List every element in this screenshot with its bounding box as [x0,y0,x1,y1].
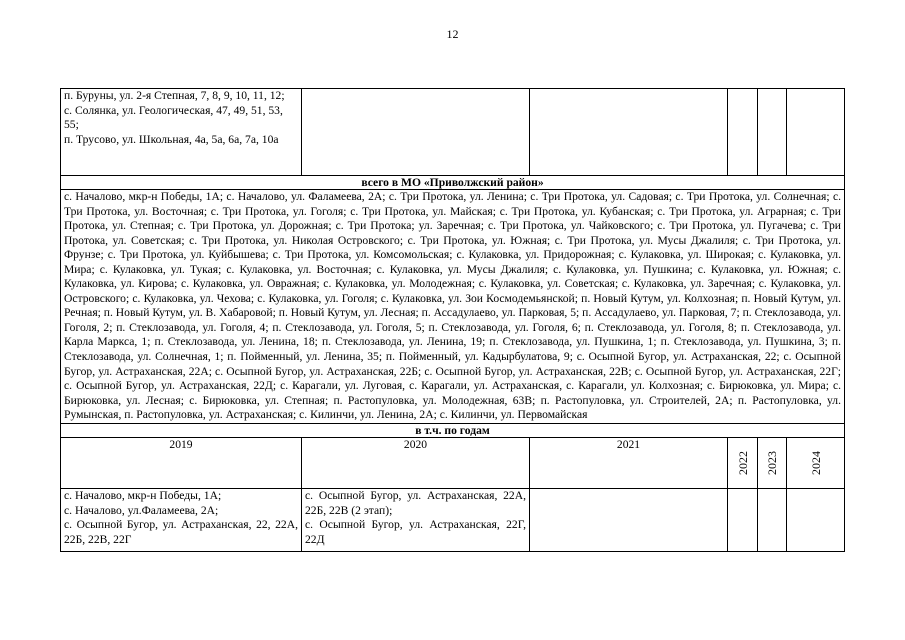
year-2023-cell [758,437,787,488]
year-2019: 2019 [61,437,302,488]
empty-cell-2023 [758,89,787,176]
empty-cell-2021 [530,89,728,176]
continued-address-cell [61,89,302,176]
total-addresses-text: с. Началово, мкр-н Победы, 1А; с. Началово, ул. Фаламеева, 2А; с. Три Протока, ул. Ленина; с. Три Протока, ул. Садовая; с. Три Протока, ул. Солнечная; с. Три Протока, ул. Восточная; с. Три Протока, ул. Гоголя; с. Три Протока, ул. Майская; с. Три Протока, ул. Кубанская; с. Три Протока, ул. Аграрная; с. Три Протока, ул. Степная; с. Три Протока, ул. Дорожная; с. Три Протока; ул. Заречная; с. Три Протока, ул. Чайковского; с. Три Протока, ул. Пугачева; с. Три Протока, ул. Советская; с. Три Протока, ул. Николая Островского; с. Три Протока, ул. Южная; с. Три Протока, ул. Мусы Джалиля; с. Три Протока, ул. Фрунзе; с. Три Протока, ул. Куйбышева; с. Три Протока, ул. Комсомольская; с. Кулаковка, ул. Придорожная; с. Кулаковка, ул. Широкая; с. Кулаковка, ул. Мира; с. Кулаковка, ул. Тукая; с. Кулаковка, ул. Восточная; с. Кулаковка, ул. Мусы Джалиля; с. Кулаковка, ул. Пушкина; с. Кулаковка, ул. Южная; с. Кулаковка, ул. Кирова; с. Кулаковка, ул. Овражная; с. Кулаковка, ул. Молодежная; с. Кулаковка, ул. Советская; с. Кулаковка, ул. Заречная; с. Кулаковка, ул. Островского; с. Кулаковка, ул. Чехова; с. Кулаковка, ул. Гоголя; с. Кулаковка, ул. Зои Космодемьянской; п. Новый Кутум, ул. Колхозная; п. Новый Кутум, ул. Речная; п. Новый Кутум, ул. В. Хабаровой; п. Новый Кутум, ул. Лесная; п. Ассадулаево, ул. Парковая, 5; п. Ассадулаево, ул. Парковая, 7; п. Стеклозавода, ул. Гоголя, 2; п. Стеклозавода, ул. Гоголя, 4; п. Стеклозавода, ул. Гоголя, 5; п. Стеклозавода, ул. Гоголя, 6; п. Стеклозавода, ул. Гоголя, 8; п. Стеклозавода, ул. Карла Маркса, 1; п. Стеклозавода, ул. Ленина, 18; п. Стеклозавода, ул. Ленина, 19; п. Стеклозавода, ул. Пушкина, 1; п. Стеклозавода, ул. Пушкина, 3; п. Стеклозавода, ул. Солнечная, 1; п. Пойменный, ул. Ленина, 35; п. Пойменный, ул. Кадырбулатова, 9; с. Осыпной Бугор, ул. Астраханская, 22; с. Осыпной Бугор, ул. Астраханская, 22А; с. Осыпной Бугор, ул. Астраханская, 22Б; с. Осыпной Бугор, ул. Астраханская, 22В; с. Осыпной Бугор, ул. Астраханская, 22Г; с. Осыпной Бугор, ул. Астраханская, 22Д; с. Карагали, ул. Луговая, с. Карагали, ул. Астраханская, с. Карагали, ул. Колхозная; с. Бирюковка, ул. Мира; с. Бирюковка, ул. Лесная; с. Бирюковка, ул. Степная; п. Растопуловка, ул. Молодежная, 63В; п. Растопуловка, ул. Строителей, 2А; п. Растопуловка, ул. Румынская, п. Растопуловка, ул. Астраханская; с. Килинчи, ул. Ленина, 2А; с. Килинчи, ул. Первомайская [61,190,845,424]
empty-cell-2022 [728,89,758,176]
addresses-2019 [61,488,302,551]
address-line: с. Солянка, ул. Геологическая, 47, 49, 51, 53, 55; [64,103,283,131]
years-header-row [61,423,845,437]
page-number: 12 [446,27,459,41]
total-header: всего в МО «Приволжский район» [61,176,845,190]
year-2022-cell [728,437,758,488]
addresses-2022 [728,488,758,551]
address-line: с. Осыпной Бугор, ул. Астраханская, 22Г, 22Д [305,518,526,547]
addresses-2021 [530,488,728,551]
total-header-row [61,176,845,190]
empty-cell-2024 [787,89,845,176]
continued-address-row [61,89,845,176]
address-line: с. Началово, мкр-н Победы, 1А; [64,488,222,502]
years-header: в т.ч. по годам [61,423,845,437]
address-line: с. Осыпной Бугор, ул. Астраханская, 22, 22А, 22Б, 22В, 22Г [64,518,298,547]
addresses-2023 [758,488,787,551]
total-addresses-row [61,190,845,424]
address-line: с. Осыпной Бугор, ул. Астраханская, 22А, 22Б, 22В (2 этап); [305,488,526,517]
address-line: п. Трусово, ул. Школьная, 4а, 5а, 6а, 7а, 10а [64,132,279,146]
year-2022: 2022 [735,450,750,475]
year-2024: 2024 [808,450,823,475]
year-2023: 2023 [764,450,779,475]
year-2024-cell [787,437,845,488]
by-year-addresses-row [61,488,845,551]
addresses-2024 [787,488,845,551]
year-2021: 2021 [530,437,728,488]
years-row [61,437,845,488]
address-line: с. Началово, ул.Фаламеева, 2А; [64,503,219,517]
year-2020: 2020 [302,437,530,488]
program-table [60,88,845,552]
empty-cell-2020 [302,89,530,176]
address-line: п. Буруны, ул. 2-я Степная, 7, 8, 9, 10, 11, 12; [64,89,285,102]
addresses-2020 [302,488,530,551]
